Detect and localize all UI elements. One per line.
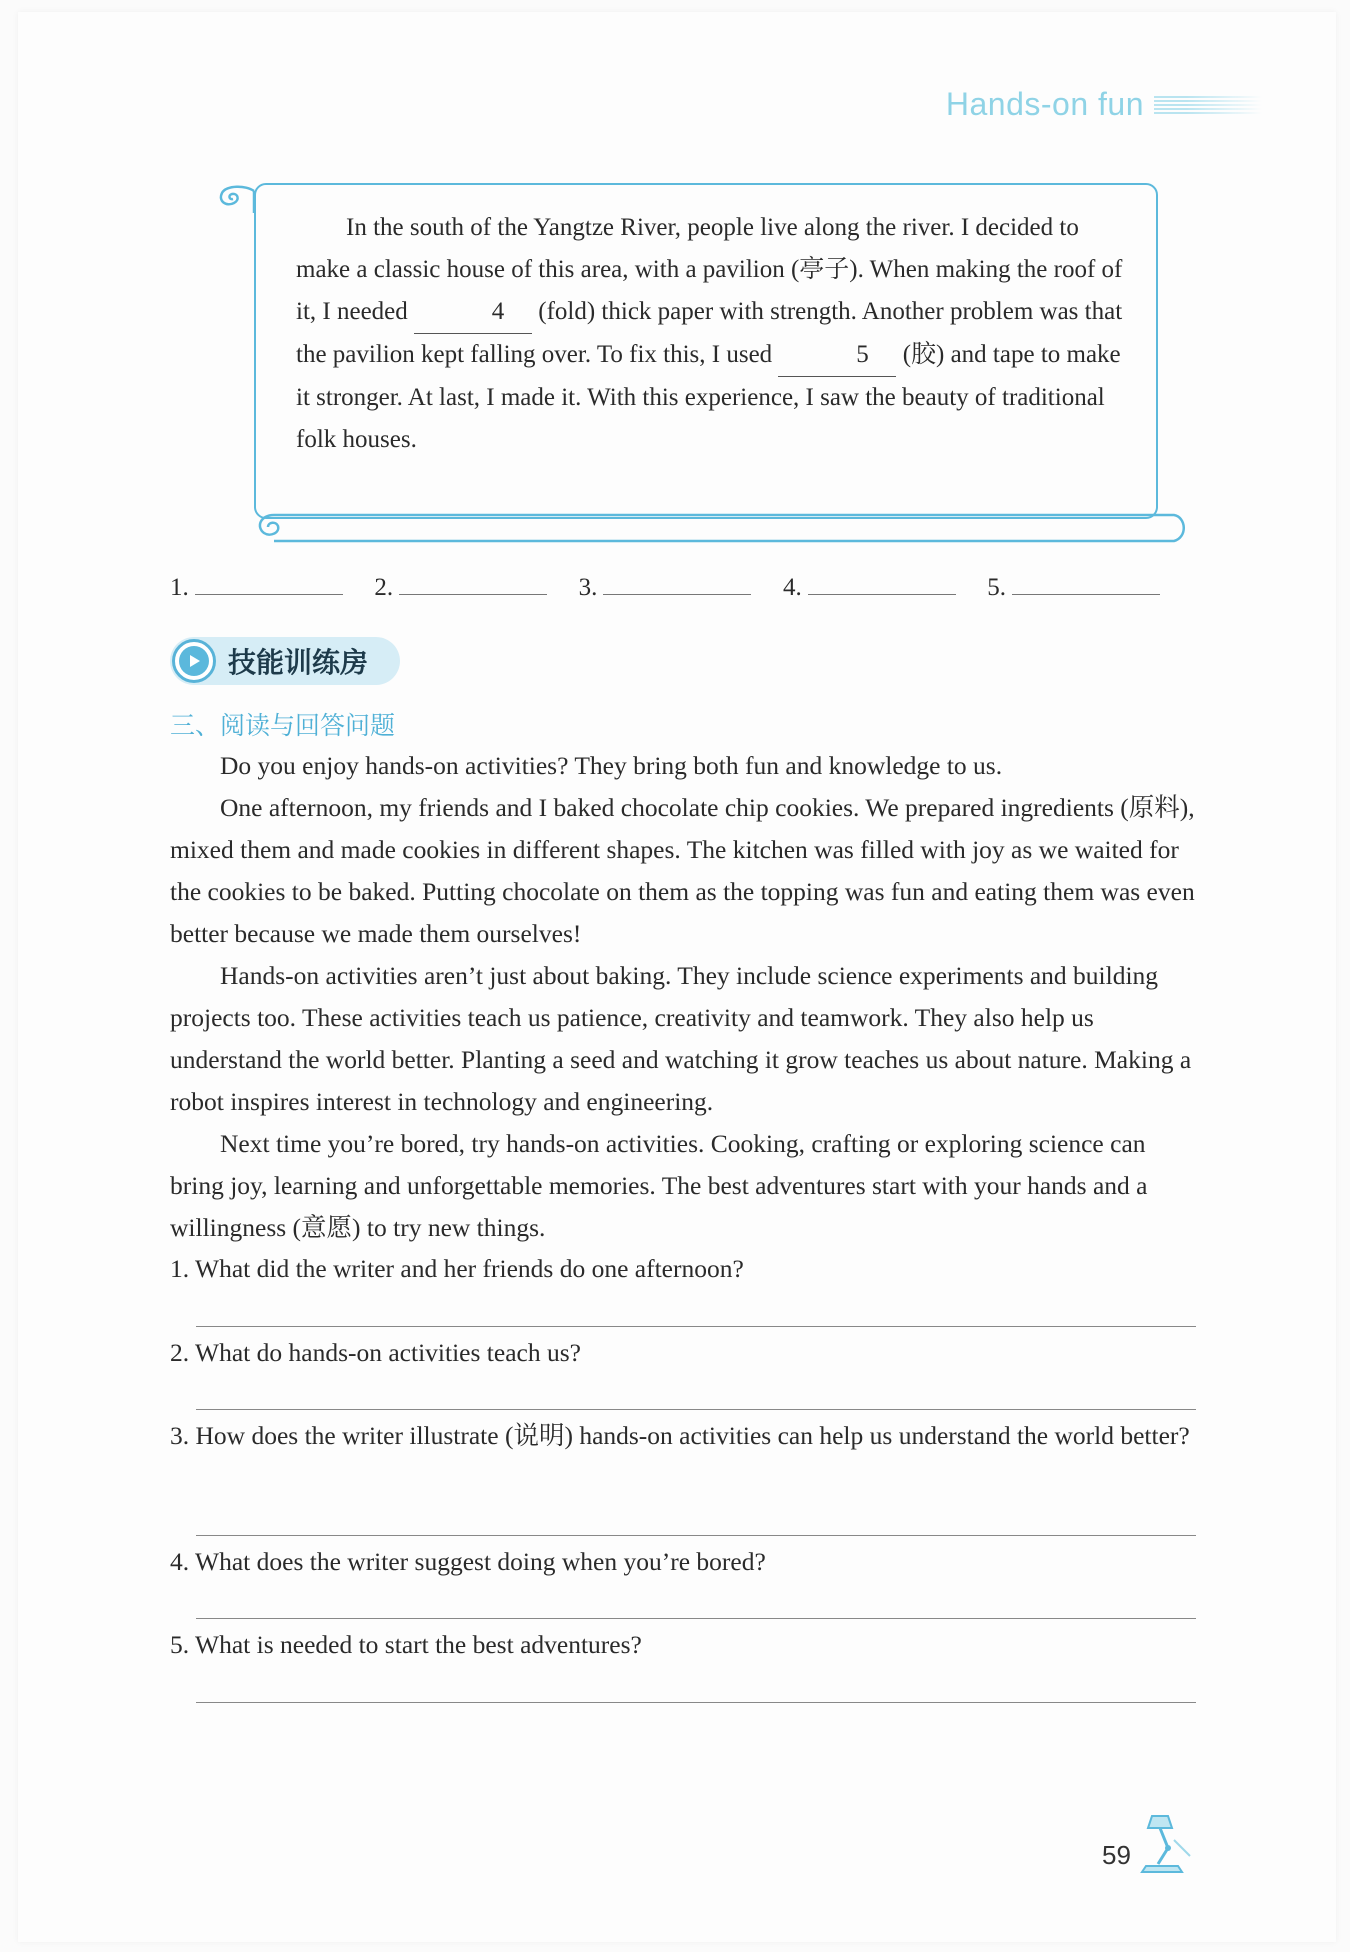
scroll-paragraph	[296, 207, 1126, 461]
section-heading: 三、阅读与回答问题	[170, 711, 396, 740]
answer-label: 1.	[170, 574, 189, 601]
scroll-curl-top-icon	[216, 183, 256, 213]
answer-line-q1[interactable]	[196, 1326, 1196, 1327]
answer-line-q2[interactable]	[196, 1409, 1196, 1410]
passage-paragraph: Next time you’re bored, try hands-on activities. Cooking, crafting or exploring science can bring joy, learning and unforgettable memories. The best adventures start with your hands and a willingness (意愿) to try new things.	[170, 1129, 1148, 1242]
question-3	[170, 1415, 1200, 1457]
answer-label: 5.	[987, 574, 1006, 601]
question-text: 3. How does the writer illustrate (说明) hands-on activities can help us understand the world better?	[170, 1421, 1190, 1450]
section-badge	[170, 637, 400, 685]
passage-paragraph: One afternoon, my friends and I baked chocolate chip cookies. We prepared ingredients (原料), mixed them and made cookies in different shapes. The kitchen was filled with joy as we waited for the cookies to be baked. Putting chocolate on them as the topping was fun and eating them was even better because we made them ourselves!	[170, 793, 1195, 948]
answer-line[interactable]	[1012, 568, 1160, 595]
question-2	[170, 1332, 1200, 1374]
answer-item	[374, 568, 547, 602]
blank-4[interactable]: 4	[414, 291, 532, 334]
question-text: 5. What is needed to start the best adventures?	[170, 1630, 642, 1659]
answer-label: 4.	[782, 574, 802, 601]
answer-line[interactable]	[808, 568, 956, 595]
answer-line[interactable]	[399, 568, 547, 595]
answer-line[interactable]	[603, 568, 751, 595]
fill-answer-row	[170, 568, 1160, 602]
header-decor-lines	[1154, 96, 1262, 114]
answer-item	[783, 568, 956, 602]
answer-line-q3[interactable]	[196, 1535, 1196, 1536]
scroll-text-part2: (fold) thick paper with strength. Another problem was that the pavilion kept falling over. To fix this, I used	[296, 298, 1123, 368]
question-text: 2. What do hands-on activities teach us?	[170, 1338, 581, 1367]
passage-paragraph: Do you enjoy hands-on activities? They bring both fun and knowledge to us.	[220, 751, 1003, 780]
question-4	[170, 1541, 1200, 1583]
answer-item	[579, 568, 752, 602]
header-title: Hands-on fun	[945, 86, 1144, 122]
answer-line-q5[interactable]	[196, 1702, 1196, 1703]
scroll-text-part1: In the south of the Yangtze River, people live along the river. I decided to make a classic house of this area, with a pavilion (亭子). When making the roof of it, I needed	[296, 214, 1123, 325]
reading-passage	[170, 745, 1200, 1249]
question-text: 4. What does the writer suggest doing when you’re bored?	[170, 1547, 766, 1576]
answer-line[interactable]	[195, 568, 343, 595]
answer-line-q4[interactable]	[196, 1618, 1196, 1619]
page-number: 59	[1102, 1840, 1131, 1870]
desk-lamp-icon	[1138, 1812, 1198, 1874]
running-header	[946, 86, 1262, 123]
question-text: 1. What did the writer and her friends do one afternoon?	[170, 1254, 744, 1283]
passage-paragraph: Hands-on activities aren’t just about baking. They include science experiments and building projects too. These activities teach us patience, creativity and teamwork. They also help us understand the world better. Planting a seed and watching it grow teaches us about nature. Making a robot inspires interest in technology and engineering.	[170, 961, 1192, 1116]
answer-item	[170, 568, 343, 602]
badge-title: 技能训练房	[228, 646, 369, 679]
answer-label: 2.	[374, 574, 394, 601]
answer-item	[987, 568, 1160, 602]
blank-5[interactable]: 5	[778, 334, 896, 377]
scroll-text	[296, 207, 1126, 461]
question-5	[170, 1624, 1200, 1666]
play-icon	[172, 639, 216, 683]
scroll-passage-box	[216, 183, 1157, 518]
scroll-curl-bottom-icon	[254, 513, 1189, 543]
scroll-text-part3: (胶) and tape to make it stronger. At last, I made it. With this experience, I saw the beauty of traditional folk houses.	[296, 341, 1121, 453]
question-1	[170, 1248, 1200, 1290]
answer-label: 3.	[578, 574, 598, 601]
